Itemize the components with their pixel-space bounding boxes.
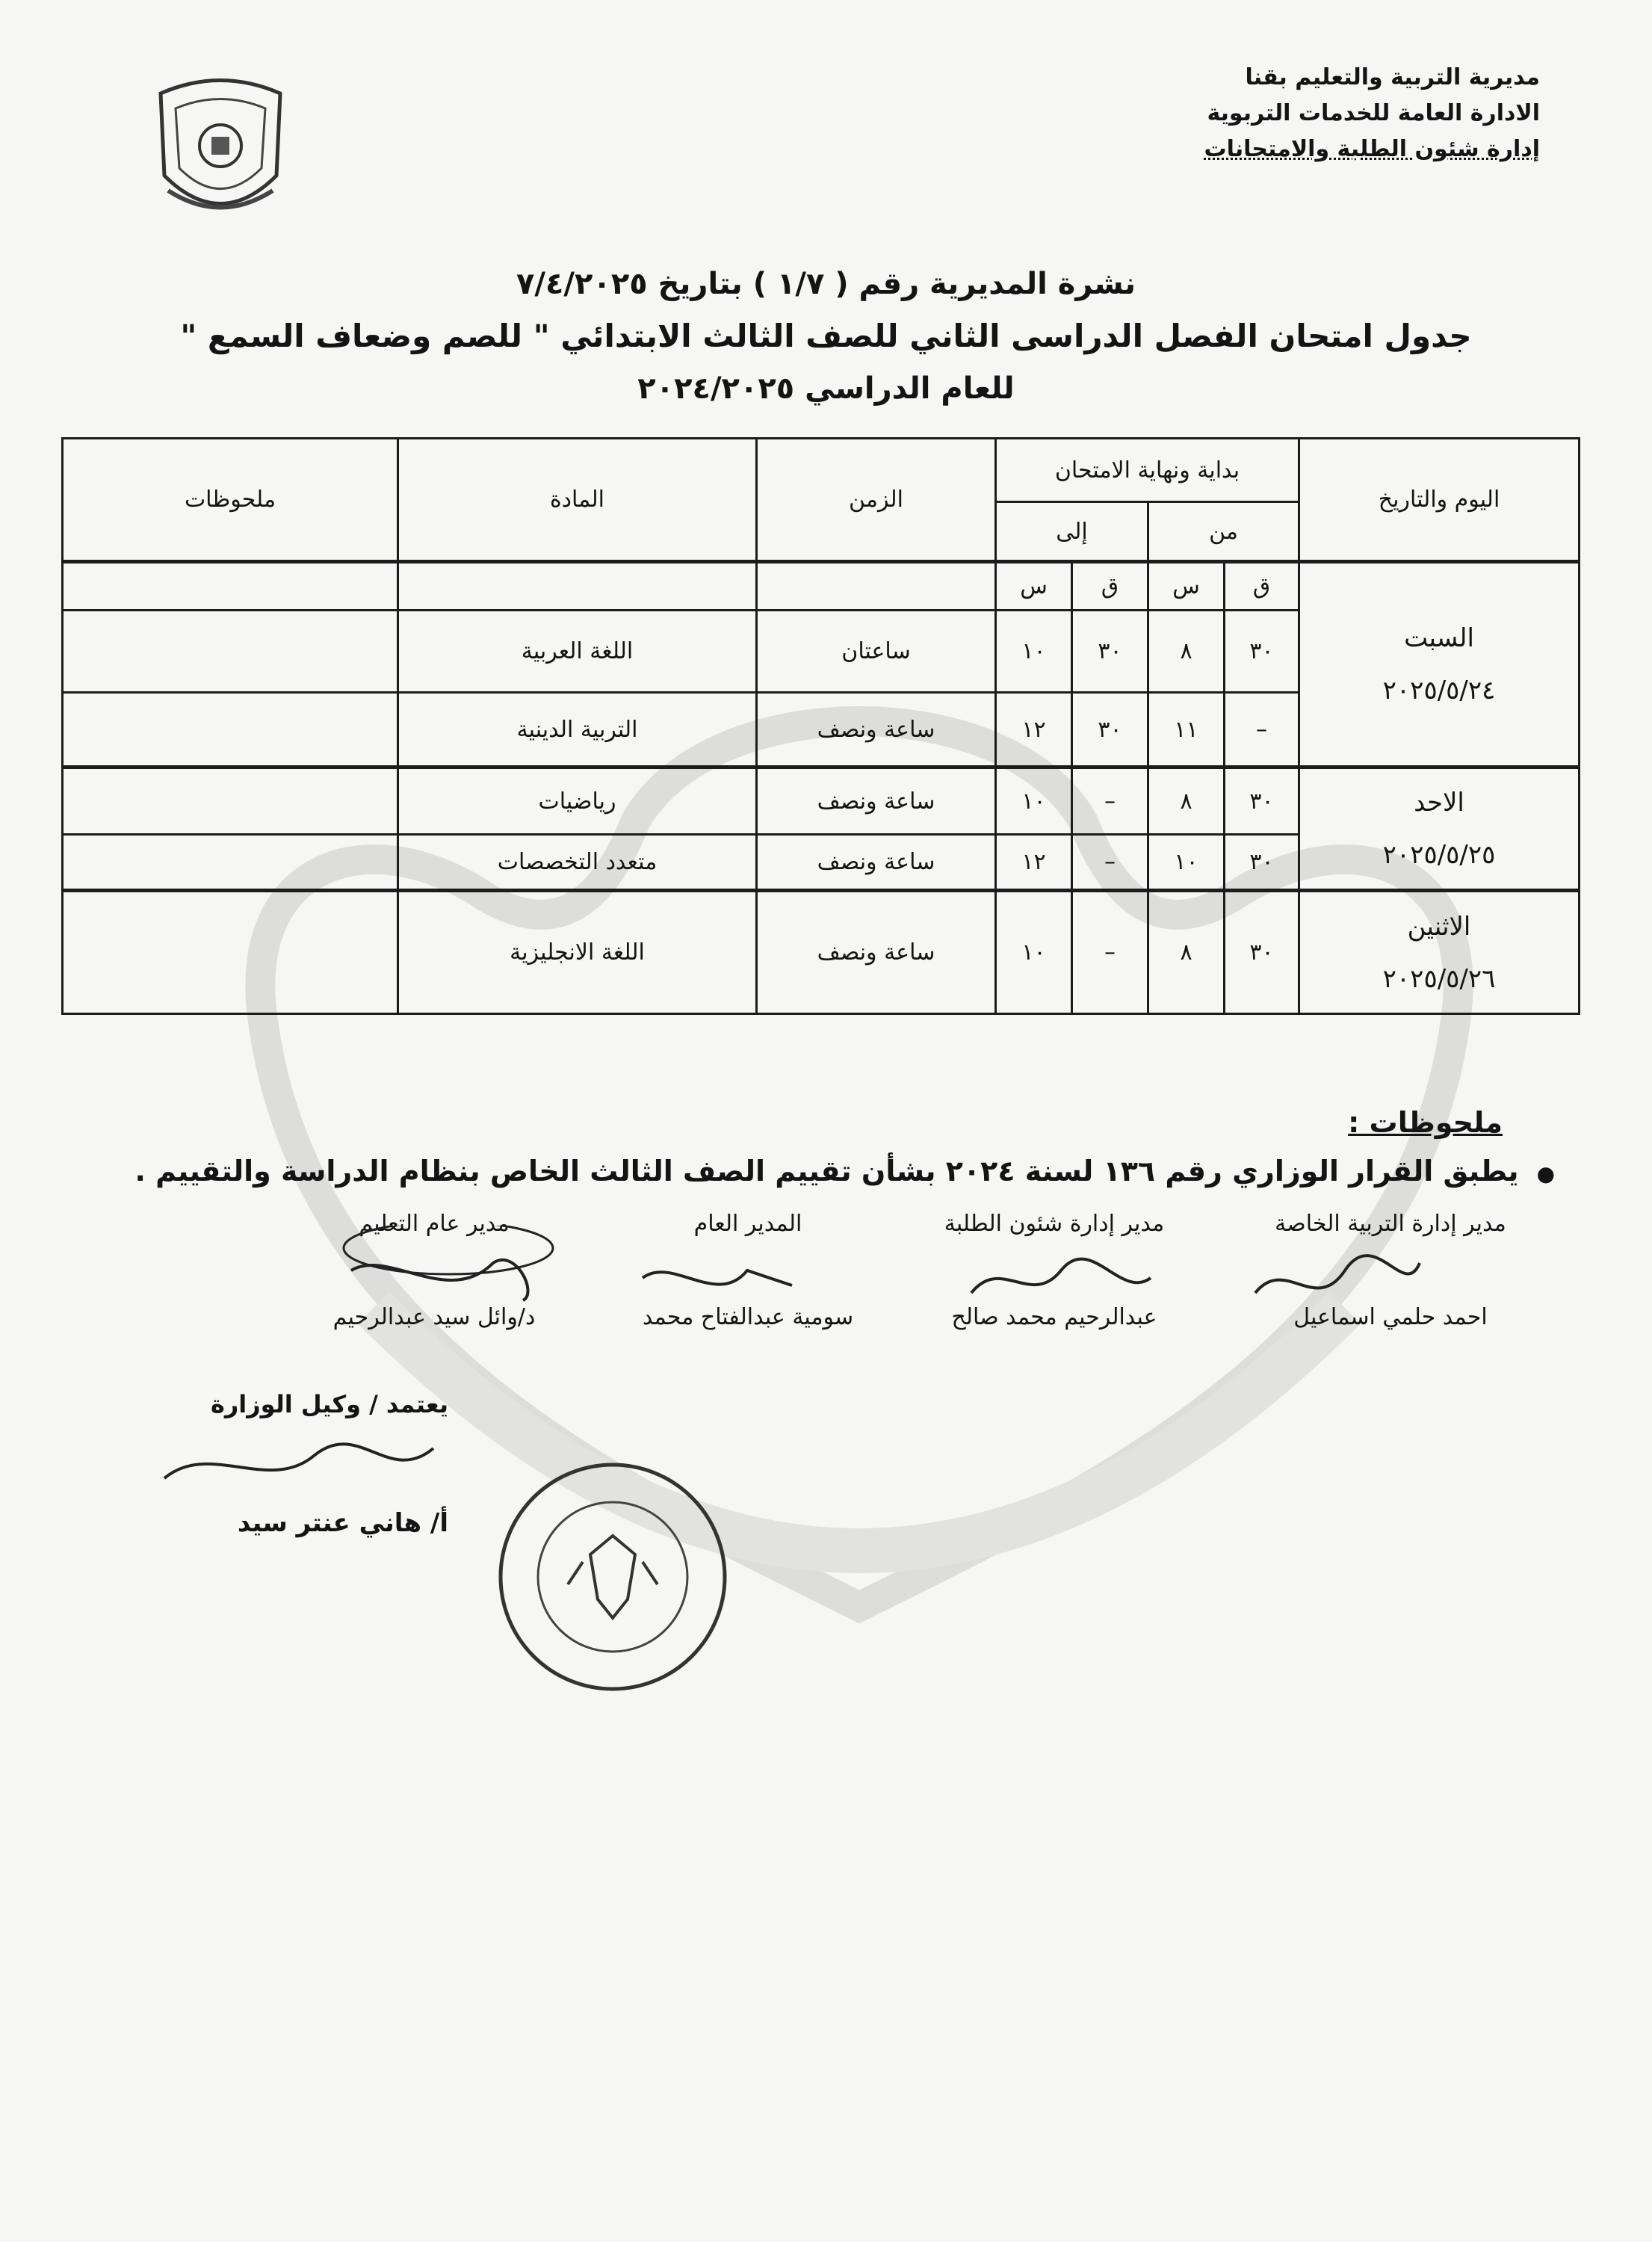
unit-hour: س	[1148, 562, 1225, 611]
from-minute: ٣٠	[1225, 768, 1299, 835]
day-date: ٢٠٢٥/٥/٢٦	[1382, 963, 1496, 994]
note-cell	[63, 611, 398, 693]
to-minute: –	[1072, 835, 1148, 891]
header-line-1: مديرية التربية والتعليم بقنا	[1245, 64, 1540, 90]
from-minute: ٣٠	[1225, 891, 1299, 1014]
header-notes: ملحوظات	[63, 439, 398, 562]
signature-name: احمد حلمي اسماعيل	[1293, 1304, 1488, 1330]
to-hour: ١٠	[996, 768, 1072, 835]
to-minute: –	[1072, 768, 1148, 835]
signature-role: مدير إدارة التربية الخاصة	[1275, 1211, 1506, 1237]
exam-schedule-table	[61, 437, 1580, 1015]
header-line-2: الادارة العامة للخدمات التربوية	[1207, 100, 1540, 126]
to-hour: ١٢	[996, 835, 1072, 891]
to-hour: ١٠	[996, 611, 1072, 693]
to-minute: –	[1072, 891, 1148, 1014]
duration: ساعة ونصف	[757, 768, 996, 835]
day-date: ٢٠٢٥/٥/٢٥	[1382, 840, 1496, 870]
header-day-date: اليوم والتاريخ	[1299, 439, 1580, 562]
unit-minute: ق	[1072, 562, 1148, 611]
duration: ساعتان	[757, 611, 996, 693]
empty-cell	[398, 562, 757, 611]
approval-name: أ/ هاني عنتر سيد	[237, 1508, 448, 1538]
from-hour: ٨	[1148, 611, 1225, 693]
handwritten-signatures	[0, 1226, 1652, 1345]
day-date-cell	[1299, 768, 1580, 891]
note-cell	[63, 891, 398, 1014]
from-minute: ٣٠	[1225, 835, 1299, 891]
day-date-cell	[1299, 891, 1580, 1014]
day-name: الاثنين	[1407, 911, 1471, 942]
approval-block	[112, 1390, 448, 1538]
header-to: إلى	[996, 502, 1148, 562]
schedule-title: جدول امتحان الفصل الدراسى الثاني للصف الثالث الابتدائي " للصم وضعاف السمع "	[180, 318, 1472, 354]
approval-signature	[149, 1426, 448, 1501]
day-name: السبت	[1404, 623, 1474, 653]
from-hour: ١٠	[1148, 835, 1225, 891]
to-hour: ١٢	[996, 693, 1072, 768]
directorate-logo	[146, 64, 295, 235]
day-date-cell	[1299, 562, 1580, 768]
header-subject: المادة	[398, 439, 757, 562]
unit-hour: س	[996, 562, 1072, 611]
subject: اللغة العربية	[398, 611, 757, 693]
duration: ساعة ونصف	[757, 693, 996, 768]
to-minute: ٣٠	[1072, 611, 1148, 693]
bullet-icon: ●	[1536, 1161, 1555, 1186]
signature-name: سومية عبدالفتاح محمد	[642, 1304, 854, 1330]
unit-minute: ق	[1225, 562, 1299, 611]
subject: اللغة الانجليزية	[398, 891, 757, 1014]
header-from: من	[1148, 502, 1299, 562]
from-minute: –	[1225, 693, 1299, 768]
subject: متعدد التخصصات	[398, 835, 757, 891]
to-hour: ١٠	[996, 891, 1072, 1014]
day-name: الاحد	[1414, 788, 1464, 818]
from-hour: ٨	[1148, 768, 1225, 835]
subject: التربية الدينية	[398, 693, 757, 768]
notes-heading: ملحوظات :	[1348, 1106, 1503, 1139]
header-line-3: إدارة شئون الطلبة والامتحانات	[1204, 136, 1540, 162]
academic-year: للعام الدراسي ٢٠٢٤/٢٠٢٥	[637, 371, 1015, 406]
header-duration: الزمن	[757, 439, 996, 562]
from-minute: ٣٠	[1225, 611, 1299, 693]
from-hour: ١١	[1148, 693, 1225, 768]
signature-role: مدير إدارة شئون الطلبة	[944, 1211, 1165, 1237]
subject: رياضيات	[398, 768, 757, 835]
note-cell	[63, 835, 398, 891]
from-hour: ٨	[1148, 891, 1225, 1014]
signature-role: مدير عام التعليم	[359, 1211, 510, 1237]
signature-role: المدير العام	[693, 1211, 802, 1237]
header-authority	[1017, 60, 1540, 167]
note-cell	[63, 768, 398, 835]
note-cell	[63, 693, 398, 768]
duration: ساعة ونصف	[757, 891, 996, 1014]
document-titles	[0, 258, 1652, 415]
signature-name: د/وائل سيد عبدالرحيم	[332, 1304, 536, 1330]
empty-cell	[757, 562, 996, 611]
official-stamp	[493, 1457, 732, 1696]
to-minute: ٣٠	[1072, 693, 1148, 768]
empty-cell	[63, 562, 398, 611]
note-text: يطبق القرار الوزاري رقم ١٣٦ لسنة ٢٠٢٤ بشأن تقييم الصف الثالث الخاص بنظام الدراسة والتقييم .	[134, 1155, 1519, 1188]
day-date: ٢٠٢٥/٥/٢٤	[1382, 676, 1496, 705]
header-start-end: بداية ونهاية الامتحان	[996, 439, 1299, 502]
table-row	[63, 768, 1580, 835]
note-item	[61, 1155, 1555, 1188]
approval-label: يعتمد / وكيل الوزارة	[210, 1390, 448, 1418]
signature-name: عبدالرحيم محمد صالح	[951, 1304, 1157, 1330]
duration: ساعة ونصف	[757, 835, 996, 891]
table-row	[63, 891, 1580, 1014]
bulletin-title: نشرة المديرية رقم ( ١/٧ ) بتاريخ ٧/٤/٢٠٢٥	[516, 267, 1136, 301]
